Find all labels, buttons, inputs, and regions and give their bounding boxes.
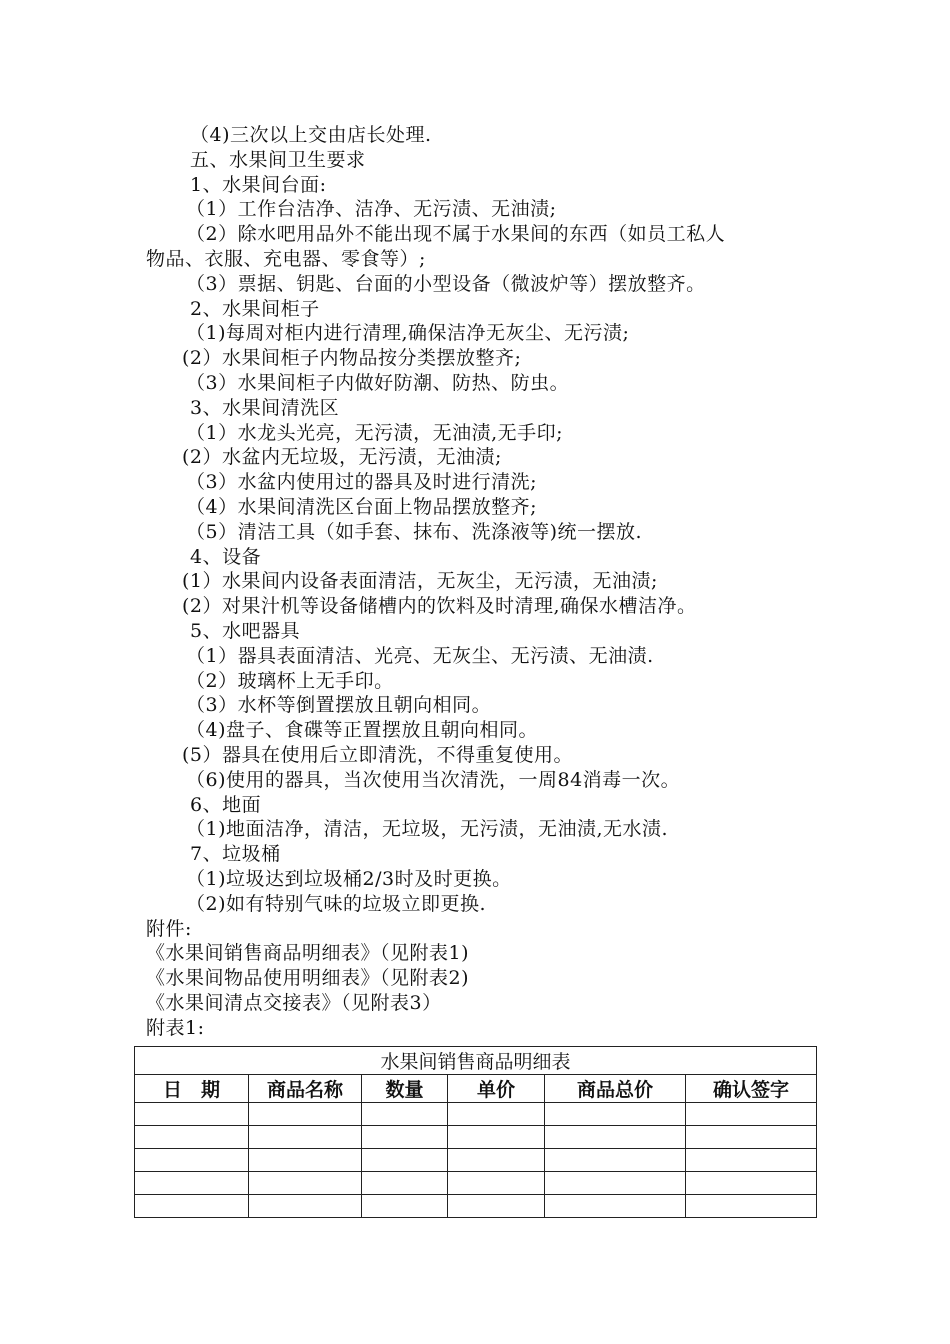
- text-line: 7、垃圾桶: [190, 843, 281, 866]
- text-line: 物品、衣服、充电器、零食等）;: [146, 248, 426, 270]
- text-line: 《水果间物品使用明细表》（见附表2): [146, 967, 470, 990]
- text-line: （3）水杯等倒置摆放且朝向相同。: [186, 694, 492, 717]
- text-line: （1)每周对柜内进行清理,确保洁净无灰尘、无污渍;: [186, 322, 630, 345]
- table-cell: [545, 1195, 686, 1218]
- text-line: （4)三次以上交由店长处理.: [190, 124, 432, 146]
- text-line: （6)使用的器具，当次使用当次清洗，一周84消毒一次。: [186, 768, 681, 791]
- text-line: （1)垃圾达到垃圾桶2/3时及时更换。: [186, 868, 512, 890]
- table-cell: [448, 1103, 545, 1126]
- table-cell: [448, 1195, 545, 1218]
- table-header-cell: 商品名称: [249, 1075, 362, 1103]
- text-line: 6、地面: [190, 793, 262, 816]
- table-cell: [362, 1149, 448, 1172]
- table-cell: [545, 1103, 686, 1126]
- table-cell: [448, 1149, 545, 1172]
- table-title: 水果间销售商品明细表: [135, 1047, 817, 1075]
- table-cell: [362, 1172, 448, 1195]
- table-cell: [249, 1172, 362, 1195]
- text-line: （2）除水吧用品外不能出现不属于水果间的东西（如员工私人: [186, 223, 726, 246]
- text-line: 《水果间清点交接表》（见附表3）: [146, 992, 442, 1014]
- table-cell: [686, 1172, 817, 1195]
- text-line: (5）器具在使用后立即清洗，不得重复使用。: [182, 744, 574, 766]
- table-cell: [448, 1172, 545, 1195]
- table-cell: [545, 1149, 686, 1172]
- text-line: （1)地面洁净，清洁，无垃圾，无污渍，无油渍,无水渍.: [186, 818, 669, 841]
- table-cell: [135, 1172, 249, 1195]
- table-row: [135, 1195, 817, 1218]
- table-body: [135, 1103, 817, 1218]
- table-row: [135, 1149, 817, 1172]
- text-line: 1、水果间台面:: [190, 173, 327, 196]
- text-line: 5、水吧器具: [190, 620, 301, 642]
- text-line: （1）工作台洁净、洁净、无污渍、无油渍;: [186, 198, 557, 221]
- text-line: 2、水果间柜子: [190, 297, 320, 320]
- text-line: （3）水盆内使用过的器具及时进行清洗;: [186, 471, 537, 494]
- text-line: 3、水果间清洗区: [190, 396, 340, 419]
- text-line: （1）水龙头光亮，无污渍，无油渍,无手印;: [186, 421, 564, 444]
- text-line: 附表1:: [146, 1016, 205, 1039]
- table-cell: [135, 1149, 249, 1172]
- table-cell: [135, 1103, 249, 1126]
- table-cell: [249, 1103, 362, 1126]
- text-line: (1）水果间内设备表面清洁，无灰尘，无污渍，无油渍;: [182, 570, 658, 593]
- text-line: （4)盘子、食碟等正置摆放且朝向相同。: [186, 719, 539, 742]
- table-cell: [448, 1126, 545, 1149]
- table-cell: [686, 1103, 817, 1126]
- text-line: 附件:: [146, 917, 192, 940]
- table-header-cell: 确认签字: [686, 1075, 817, 1103]
- table-cell: [686, 1126, 817, 1149]
- text-line: （1）器具表面清洁、光亮、无灰尘、无污渍、无油渍.: [186, 644, 654, 667]
- table-row: [135, 1126, 817, 1149]
- table-cell: [686, 1195, 817, 1218]
- table-cell: [545, 1126, 686, 1149]
- table-cell: [249, 1126, 362, 1149]
- text-line: (2）水盆内无垃圾，无污渍，无油渍;: [182, 446, 502, 469]
- table-header-row: [135, 1075, 817, 1103]
- table-cell: [362, 1195, 448, 1218]
- table-cell: [545, 1172, 686, 1195]
- table-row: [135, 1103, 817, 1126]
- table-cell: [362, 1103, 448, 1126]
- table-cell: [362, 1126, 448, 1149]
- text-line: 《水果间销售商品明细表》（见附表1): [146, 942, 470, 965]
- text-line: 五、水果间卫生要求: [190, 148, 366, 171]
- table-cell: [135, 1126, 249, 1149]
- table-header-cell: 商品总价: [545, 1075, 686, 1103]
- table-header-cell: 日 期: [135, 1075, 249, 1103]
- text-line: （3）票据、钥匙、台面的小型设备（微波炉等）摆放整齐。: [186, 272, 706, 295]
- table-cell: [686, 1149, 817, 1172]
- text-line: （2)如有特别气味的垃圾立即更换.: [186, 892, 487, 915]
- text-line: （3）水果间柜子内做好防潮、防热、防虫。: [186, 372, 570, 394]
- sales-detail-table: [134, 1046, 816, 1218]
- text-line: (2）对果汁机等设备储槽内的饮料及时清理,确保水槽洁净。: [182, 595, 697, 618]
- table-cell: [135, 1195, 249, 1218]
- text-line: 4、设备: [190, 545, 262, 568]
- text-line: （4）水果间清洗区台面上物品摆放整齐;: [186, 496, 537, 518]
- table-cell: [249, 1149, 362, 1172]
- table-cell: [249, 1195, 362, 1218]
- text-line: (2）水果间柜子内物品按分类摆放整齐;: [182, 347, 522, 370]
- text-line: （2）玻璃杯上无手印。: [186, 669, 394, 692]
- table-header-cell: 单价: [448, 1075, 545, 1103]
- table-header-cell: 数量: [362, 1075, 448, 1103]
- table-row: [135, 1172, 817, 1195]
- text-line: （5）清洁工具（如手套、抹布、洗涤液等)统一摆放.: [186, 520, 643, 543]
